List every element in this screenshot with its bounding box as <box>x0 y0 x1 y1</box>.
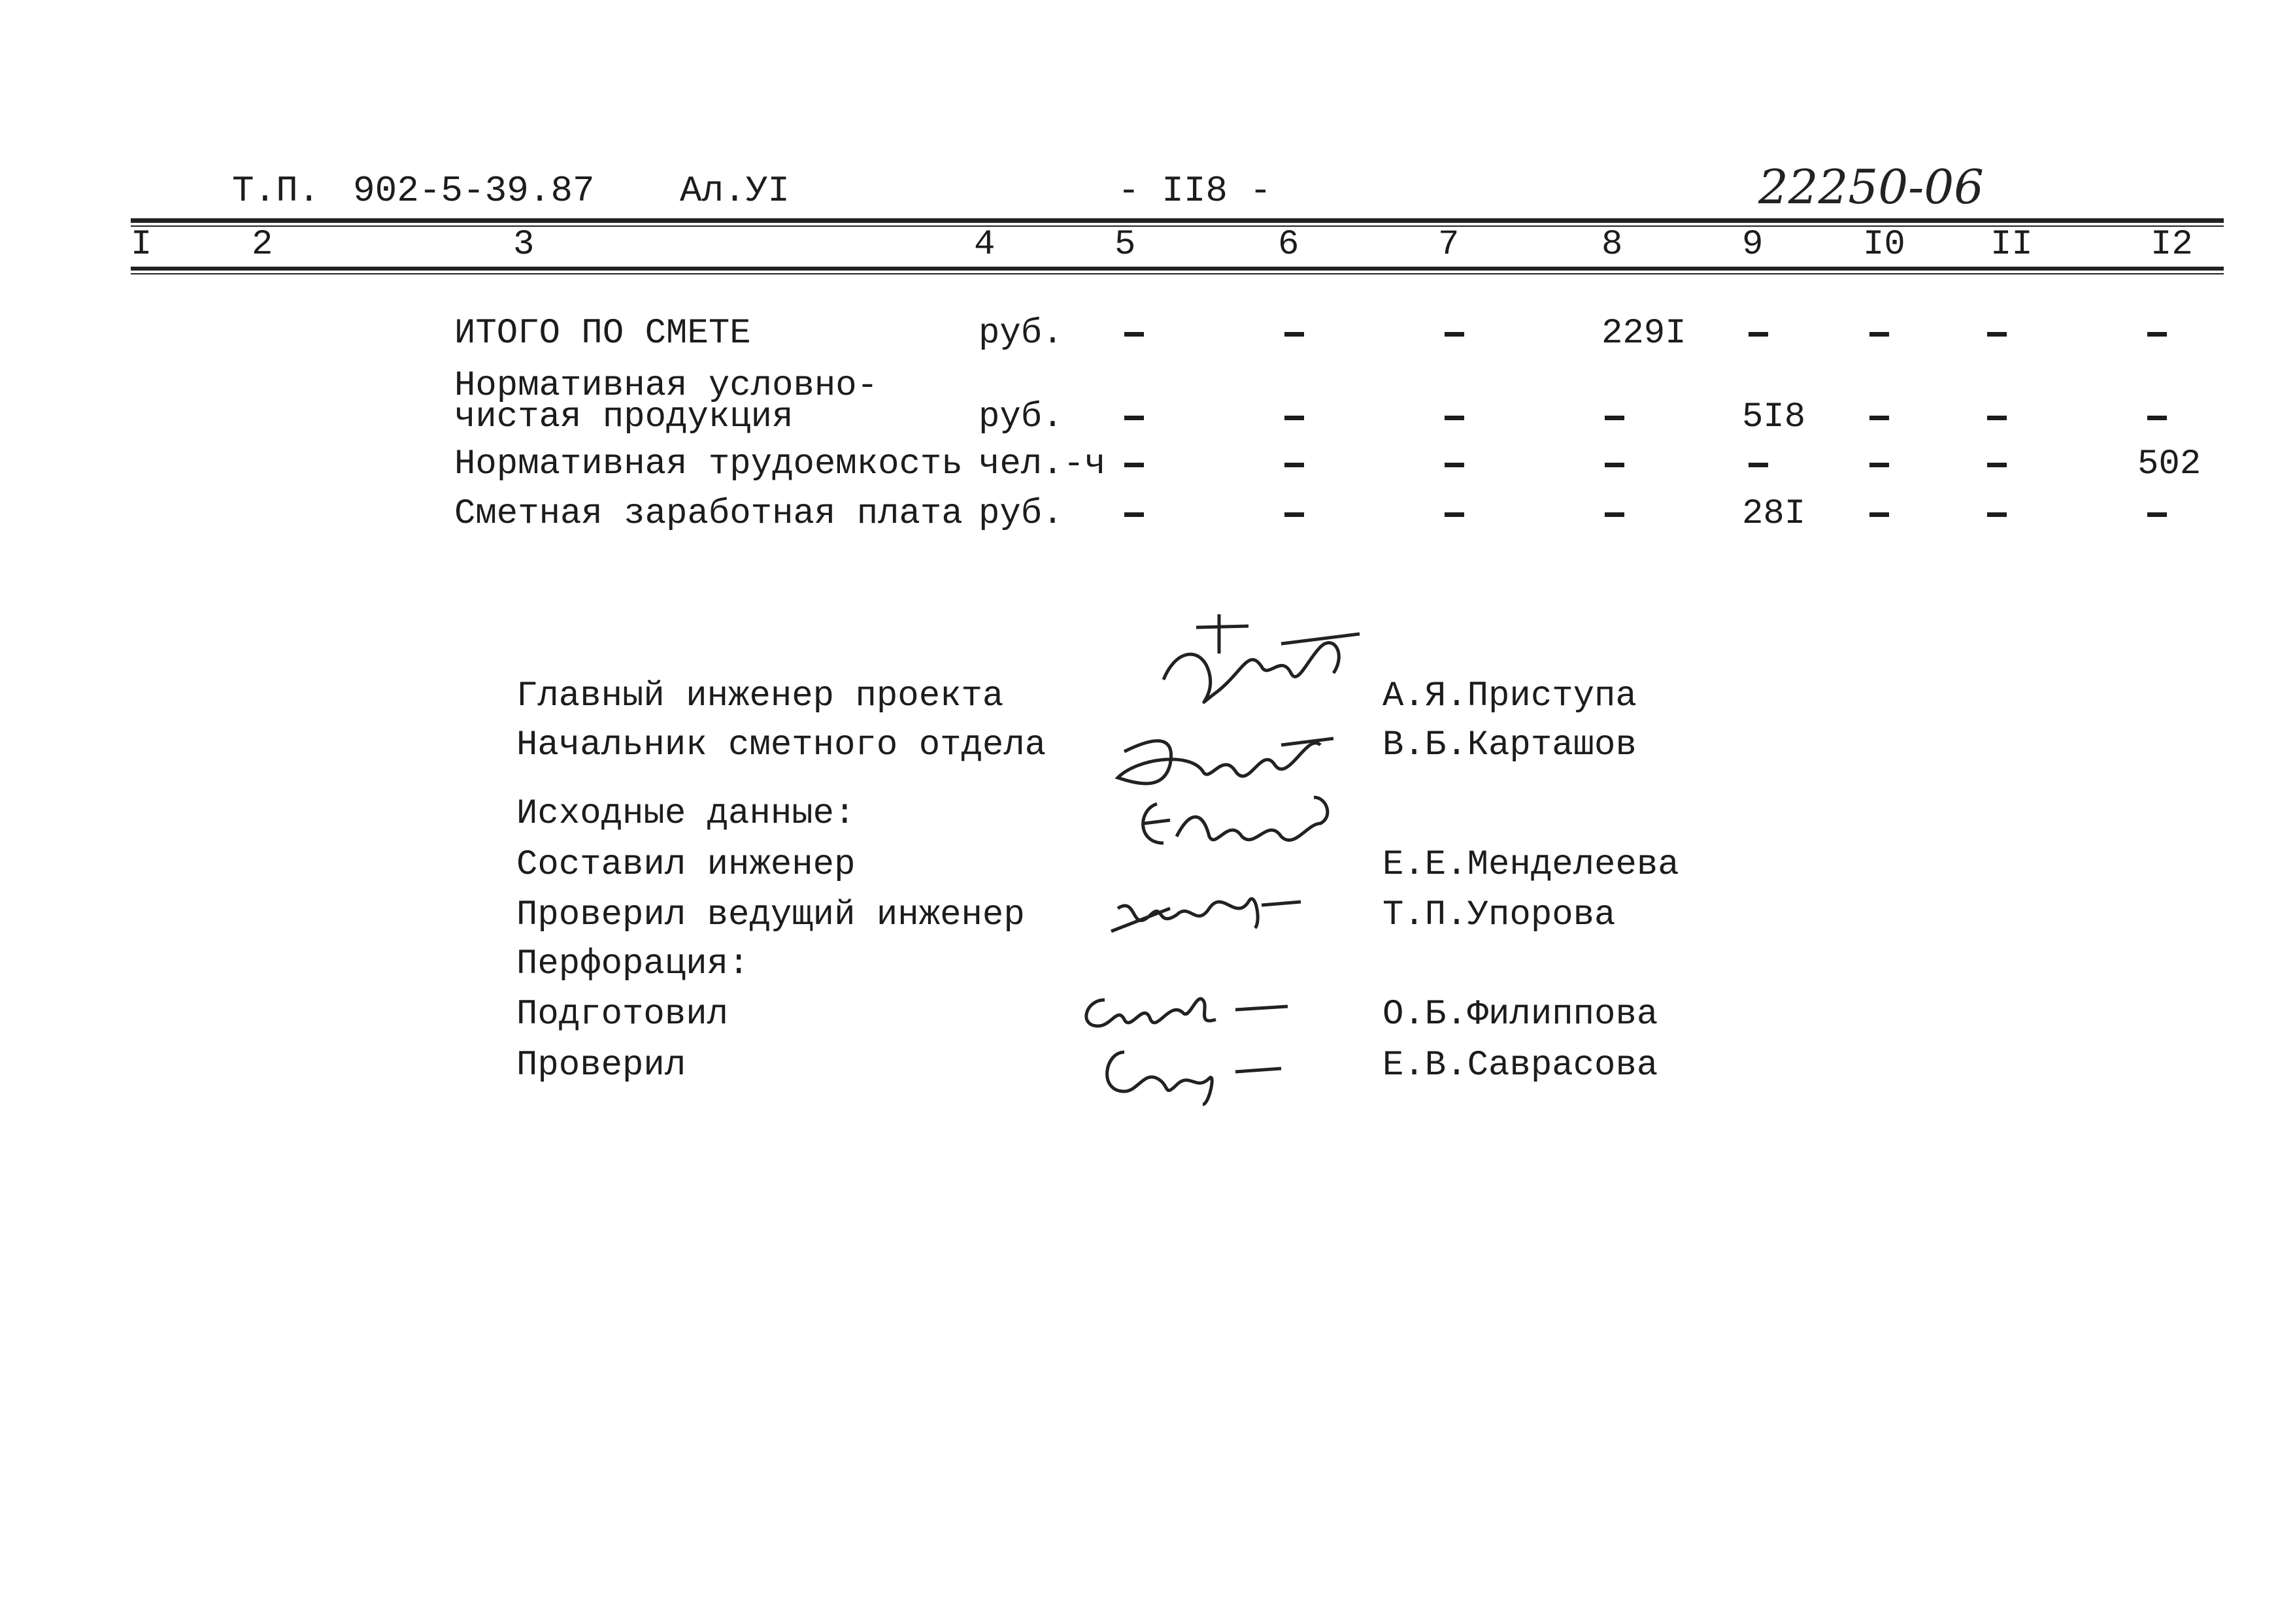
dash-cell <box>1869 512 1889 517</box>
dash-cell <box>2147 512 2167 517</box>
col-number: I0 <box>1863 225 1905 265</box>
col-number: 9 <box>1742 225 1764 265</box>
dash-cell <box>1445 416 1464 420</box>
tp-label: Т.П. <box>232 170 320 212</box>
col-number: II <box>1990 225 2033 265</box>
dash-cell <box>1987 416 2007 420</box>
dash-cell <box>1124 416 1144 420</box>
dash-cell <box>1284 463 1304 467</box>
col-number: 6 <box>1278 225 1299 265</box>
col-number: 8 <box>1601 225 1623 265</box>
signature-name: Е.В.Саврасова <box>1382 1046 1658 1085</box>
signature-name: О.Б.Филиппова <box>1382 995 1658 1035</box>
handwritten-signature <box>1092 869 1307 948</box>
doc-number: 22250-06 <box>1758 159 1984 214</box>
top-rule <box>131 218 2224 223</box>
dash-cell <box>1124 332 1144 337</box>
signature-role: Подготовил <box>516 995 729 1035</box>
dash-cell <box>1284 332 1304 337</box>
dash-cell <box>1749 332 1768 337</box>
row-value: 502 <box>2137 444 2202 484</box>
album-label: Ал.УI <box>680 170 790 212</box>
handwritten-signature <box>1085 1033 1294 1118</box>
signature-name: А.Я.Приступа <box>1382 676 1637 716</box>
signature-role: Начальник сметного отдела <box>516 725 1047 765</box>
row-unit: руб. <box>979 314 1064 354</box>
row-unit: чел.-ч <box>979 444 1106 484</box>
dash-cell <box>1869 416 1889 420</box>
top-rule-thin <box>131 225 2224 227</box>
handwritten-signature <box>1124 784 1347 863</box>
mid-rule <box>131 267 2224 271</box>
dash-cell <box>1445 512 1464 517</box>
signature-role: Проверил <box>516 1046 686 1085</box>
dash-cell <box>1869 332 1889 337</box>
signature-name: Т.П.Упорова <box>1382 895 1616 935</box>
section-heading: Исходные данные: <box>516 794 856 834</box>
page-number: - II8 - <box>1118 170 1272 212</box>
dash-cell <box>1869 463 1889 467</box>
dash-cell <box>1605 416 1624 420</box>
row-name-line2: чистая продукция <box>454 397 794 437</box>
dash-cell <box>1987 463 2007 467</box>
col-number: 4 <box>974 225 996 265</box>
row-unit: руб. <box>979 397 1064 437</box>
dash-cell <box>1124 512 1144 517</box>
row-value: 5I8 <box>1742 397 1806 437</box>
col-number: 3 <box>513 225 535 265</box>
project-code: 902-5-39.87 <box>353 170 595 212</box>
dash-cell <box>1284 512 1304 517</box>
signature-role: Проверил ведущий инженер <box>516 895 1025 935</box>
row-value: 229I <box>1601 314 1686 354</box>
dash-cell <box>1445 332 1464 337</box>
dash-cell <box>1987 512 2007 517</box>
dash-cell <box>1445 463 1464 467</box>
row-name: Нормативная трудоемкость <box>454 444 963 484</box>
dash-cell <box>1749 463 1768 467</box>
signature-role: Составил инженер <box>516 845 856 885</box>
row-value: 28I <box>1742 494 1806 534</box>
signature-role: Главный инженер проекта <box>516 676 1004 716</box>
signature-name: Е.Е.Менделеева <box>1382 845 1679 885</box>
col-number: I <box>131 225 152 265</box>
dash-cell <box>1605 463 1624 467</box>
col-number: 5 <box>1114 225 1136 265</box>
row-name-line1: Нормативная условно- <box>454 366 879 406</box>
dash-cell <box>1284 416 1304 420</box>
dash-cell <box>2147 332 2167 337</box>
col-number: I2 <box>2151 225 2193 265</box>
dash-cell <box>1124 463 1144 467</box>
row-name: Сметная заработная плата <box>454 494 963 534</box>
signature-name: В.Б.Карташов <box>1382 725 1637 765</box>
row-unit: руб. <box>979 494 1064 534</box>
row-name: ИТОГО ПО СМЕТЕ <box>454 314 751 354</box>
dash-cell <box>2147 416 2167 420</box>
dash-cell <box>1987 332 2007 337</box>
handwritten-signature <box>1150 608 1373 725</box>
section-heading: Перфорация: <box>516 944 750 984</box>
col-number: 2 <box>252 225 273 265</box>
mid-rule-thin <box>131 273 2224 274</box>
dash-cell <box>1605 512 1624 517</box>
col-number: 7 <box>1438 225 1460 265</box>
